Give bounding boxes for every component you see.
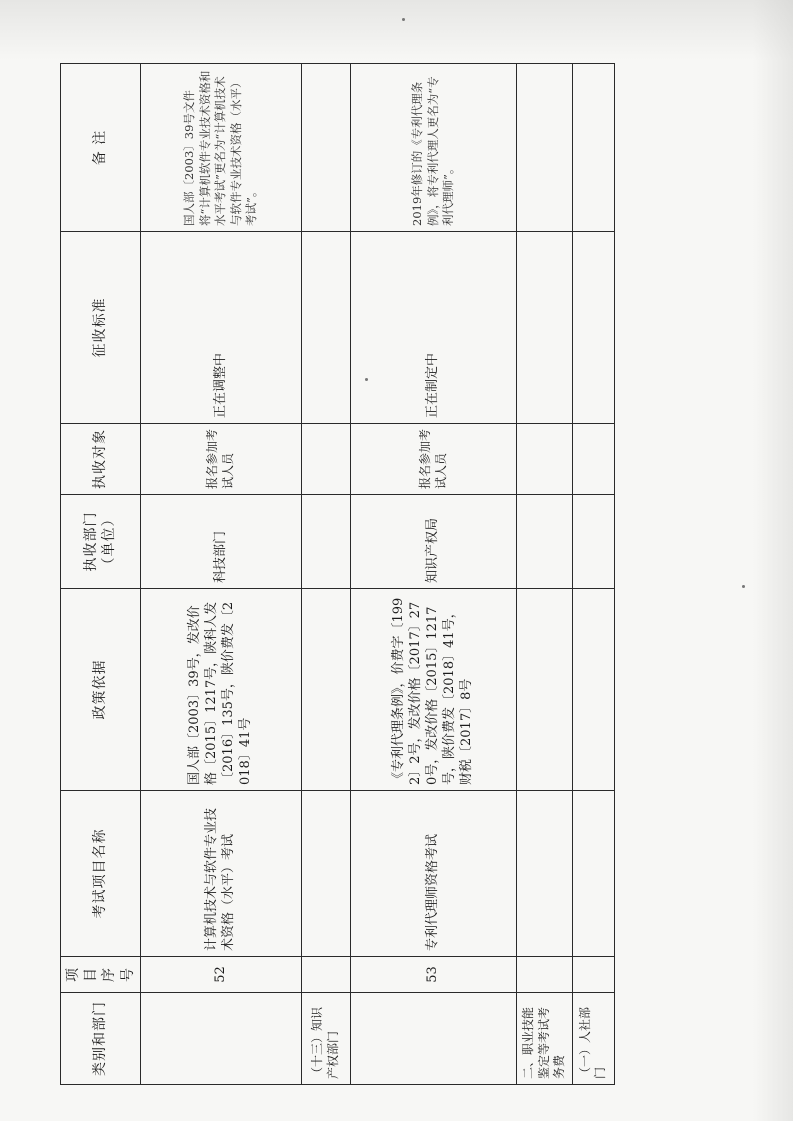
cell-note [572,64,614,232]
cell-standard [517,232,572,424]
cell-dept [302,495,350,589]
cell-name [517,791,572,957]
cell-standard: 正在制定中 [350,232,517,424]
table-row [572,64,614,1085]
header-note: 备 注 [61,64,141,232]
cell-target: 报名参加考试人员 [140,424,302,495]
scan-shadow-right [753,0,793,1121]
cell-policy: 国人部〔2003〕39号，发改价格〔2015〕1217号，陕科人发〔2016〕135号，陕价费发〔2018〕41号 [140,589,302,791]
cell-category: （一）人社部门 [572,993,614,1085]
cell-standard [302,232,350,424]
cell-target [572,424,614,495]
header-standard: 征收标准 [61,232,141,424]
cell-seq [572,957,614,993]
cell-seq [517,957,572,993]
cell-category: 二、职业技能鉴定等考试考务费 [517,993,572,1085]
cell-name [302,791,350,957]
cell-name: 计算机技术与软件专业技术资格（水平）考试 [140,791,302,957]
header-row [61,64,141,1085]
table-row [517,64,572,1085]
cell-dept [517,495,572,589]
cell-dept [572,495,614,589]
cell-name [572,791,614,957]
cell-category: （十三）知识产权部门 [302,993,350,1085]
cell-category [140,993,302,1085]
table-row [140,64,302,1085]
cell-note [302,64,350,232]
cell-standard: 正在调整中 [140,232,302,424]
header-seq: 项目序号 [61,957,141,993]
cell-name: 专利代理师资格考试 [350,791,517,957]
header-policy: 政策依据 [61,589,141,791]
cell-seq [302,957,350,993]
header-name: 考试项目名称 [61,791,141,957]
scan-speck [742,585,745,588]
cell-target [517,424,572,495]
cell-note: 2019年修订的《专利代理条例》，将专利代理人更名为“专利代理师”。 [350,64,517,232]
cell-note: 国人部〔2003〕39号文件将“计算机软件专业技术资格和水平考试”更名为“计算机技术与软件专业技术资格（水平）考试”。 [140,64,302,232]
cell-policy: 《专利代理条例》，价费字〔1992〕2号，发改价格〔2017〕270号，发改价格〔2015〕1217号，陕价费发〔2018〕41号，财税〔2017〕8号 [350,589,517,791]
cell-target [302,424,350,495]
cell-standard [572,232,614,424]
fee-table [60,63,615,1085]
scan-shadow-top [0,0,793,60]
cell-policy [572,589,614,791]
rotated-page [60,64,615,1085]
table-row [302,64,350,1085]
cell-dept: 科技部门 [140,495,302,589]
header-target: 执收对象 [61,424,141,495]
cell-category [350,993,517,1085]
header-dept: 执收部门（单位） [61,495,141,589]
cell-seq: 53 [350,957,517,993]
header-category: 类别和部门 [61,993,141,1085]
table-row [350,64,517,1085]
cell-seq: 52 [140,957,302,993]
cell-target: 报名参加考试人员 [350,424,517,495]
cell-note [517,64,572,232]
cell-policy [302,589,350,791]
cell-policy [517,589,572,791]
scan-speck [402,18,405,21]
cell-dept: 知识产权局 [350,495,517,589]
